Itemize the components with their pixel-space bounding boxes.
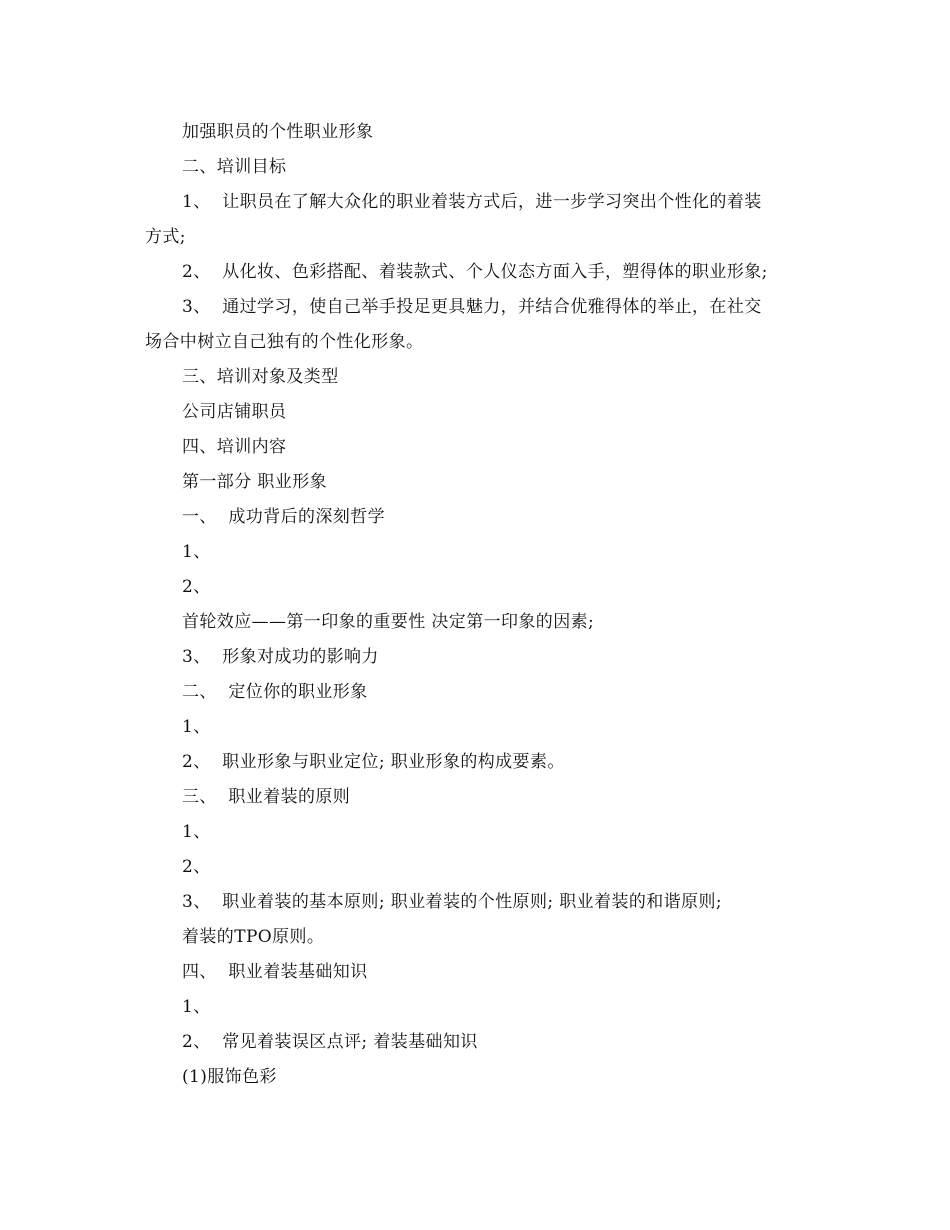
list-item: 2、 [182, 857, 211, 877]
list-item: 2、 常见着装误区点评; 着装基础知识 [182, 1032, 478, 1052]
text-line: 公司店铺职员 [182, 402, 287, 422]
section-heading: 二、培训目标 [182, 157, 287, 177]
text-line: 着装的TPO原则。 [182, 927, 325, 947]
text-line: 场合中树立自己独有的个性化形象。 [145, 332, 424, 352]
list-item: 1、 [182, 997, 211, 1017]
list-item: 1、 [182, 542, 211, 562]
part-heading: 第一部分 职业形象 [182, 472, 328, 492]
list-item: 3、 职业着装的基本原则; 职业着装的个性原则; 职业着装的和谐原则; [182, 892, 723, 912]
subsection-heading: 三、 职业着装的原则 [182, 787, 351, 807]
subsection-heading: 一、 成功背后的深刻哲学 [182, 507, 386, 527]
text-line: 2、 从化妆、色彩搭配、着装款式、个人仪态方面入手，塑得体的职业形象; [182, 262, 768, 282]
text-line: 3、 通过学习，使自己举手投足更具魅力，并结合优雅得体的举止，在社交 [182, 297, 762, 317]
subsection-heading: 二、 定位你的职业形象 [182, 682, 368, 702]
text-line: 加强职员的个性职业形象 [182, 122, 374, 142]
list-item: 1、 [182, 822, 211, 842]
list-item: 3、 形象对成功的影响力 [182, 647, 379, 667]
text-line: 首轮效应——第一印象的重要性 决定第一印象的因素; [182, 612, 595, 632]
section-heading: 四、培训内容 [182, 437, 287, 457]
subsection-heading: 四、 职业着装基础知识 [182, 962, 368, 982]
section-heading: 三、培训对象及类型 [182, 367, 339, 387]
text-line: 方式; [145, 227, 186, 247]
list-item: (1)服饰色彩 [182, 1067, 277, 1087]
list-item: 1、 [182, 717, 211, 737]
list-item: 2、 [182, 577, 211, 597]
text-line: 1、 让职员在了解大众化的职业着装方式后，进一步学习突出个性化的着装 [182, 192, 762, 212]
list-item: 2、 职业形象与职业定位; 职业形象的构成要素。 [182, 752, 565, 772]
